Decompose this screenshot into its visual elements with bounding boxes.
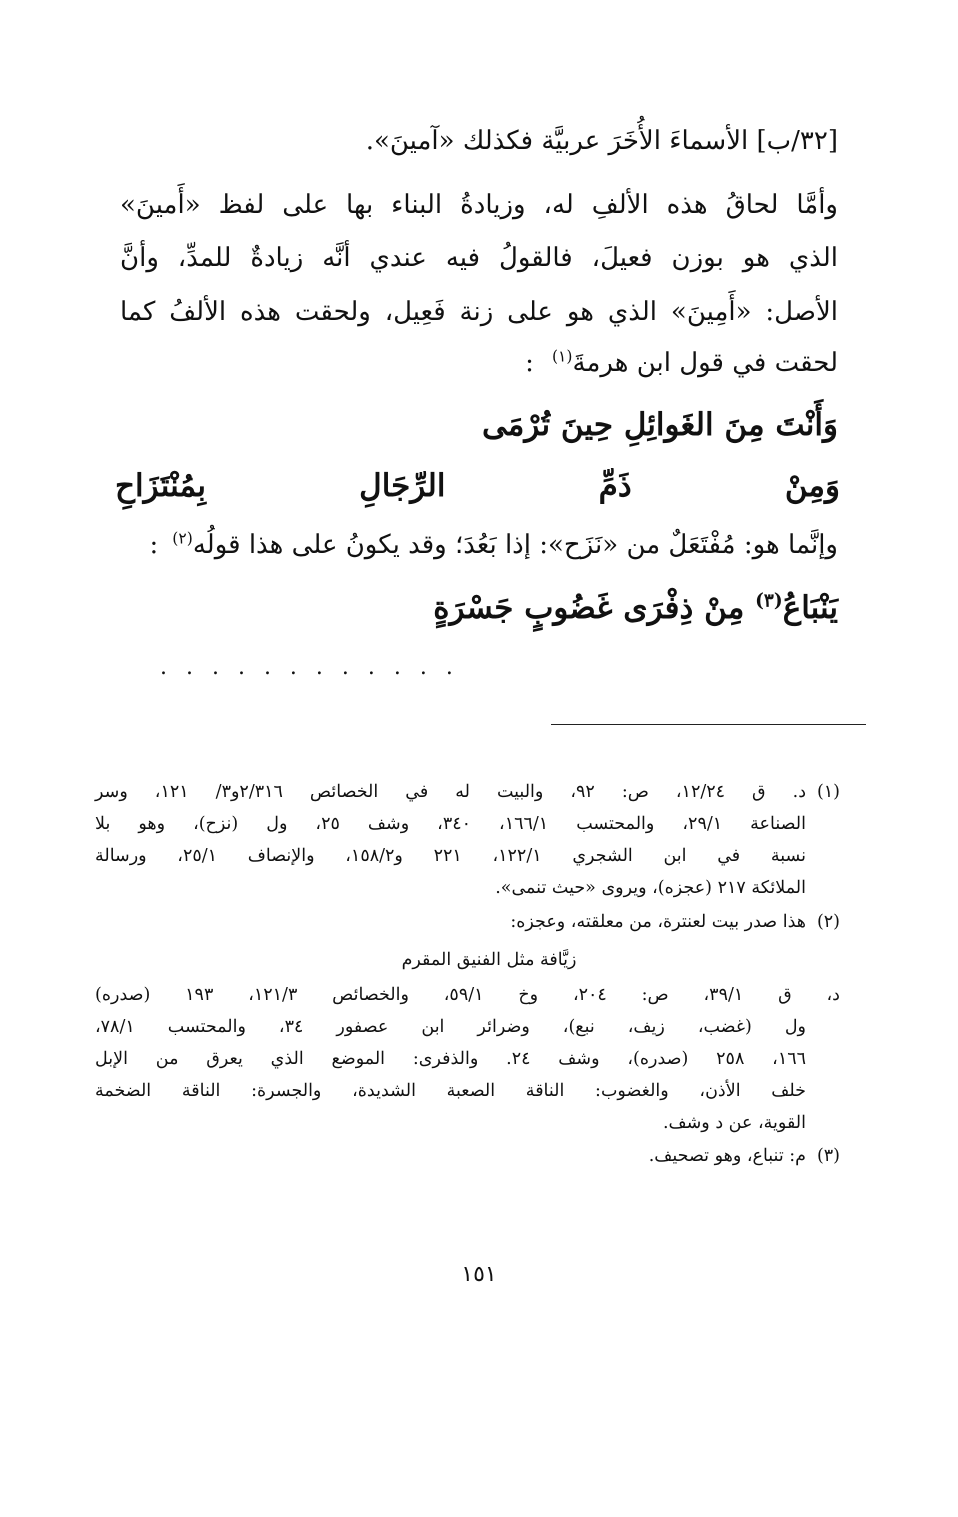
verse-2-part-b: مِنْ ذِفْرَى غَضُوبٍ جَسْرَةٍ	[433, 590, 745, 626]
footnote-1-line-2: الصناعة ٢٩/١، والمحتسب ١٦٦/١، ٣٤٠، وشف ٢٥، ول (نزح)، وهو بلا	[95, 814, 806, 834]
body-line-after-text: وإنَّما هو: مُفْتَعَلٌ من «نَزَح»: إذا بَعُدَ؛ وقد يكونُ على هذا قولُه	[192, 530, 838, 560]
body-line-5-colon: :	[525, 348, 534, 378]
body-line-4: الأصل: «أَمِينَ» الذي هو على زنة فَعِيل، ولحقت هذه الألفُ كما	[120, 297, 838, 327]
body-line-after-colon: :	[149, 530, 159, 560]
footnote-ref-2: (٢)	[172, 529, 193, 548]
footnote-number-3: (٣)	[816, 1146, 840, 1166]
body-line-5	[120, 348, 838, 378]
body-line-1: [٣٢/ب] الأسماءَ الأُخَرَ عربيَّة فكذلك «آمينَ».	[365, 126, 838, 156]
footnote-1-line-1: د. ق ١٢/٢٤، ص: ٩٢، والبيت له في الخصائص ٢/٣١٦و٣/ ١٢١، وسر	[95, 782, 807, 802]
footnote-2-line-4: ١٦٦، ٢٥٨ (صدره)، وشف ٢٤. والذفرى: الموضع الذي يعرق من الإبل	[95, 1049, 807, 1069]
ellipsis-line: . . . . . . . . . . . .	[160, 655, 459, 680]
page-number: ١٥١	[461, 1262, 497, 1287]
footnote-ref-1: (١)	[551, 347, 573, 366]
body-line-5-text: لحقت في قول ابن هرمةَ	[572, 348, 838, 378]
footnote-ref-3: (٣)	[755, 590, 783, 612]
body-line-3: الذي هو بوزن فعيلَ، فالقولُ فيه عندي أنَّه زيادةٌ للمدِّ، وأنَّ	[120, 243, 838, 273]
verse-1-hemistich-b: وَمِنْ ذَمِّ الرِّجَالِ بِمُنْتَزَاحِ	[115, 468, 840, 504]
verse-1-hemistich-a: وَأَنْتَ مِنَ الغَوائِلِ حِينَ تُرْمَى	[481, 407, 838, 443]
verse-2	[120, 590, 838, 626]
footnote-number-1: (١)	[816, 782, 840, 802]
footnote-2-verse: زيَّافة مثل الفنيق المقرم	[401, 950, 577, 970]
footnote-number-2: (٢)	[816, 912, 840, 932]
body-line-after-verse	[120, 530, 838, 560]
footnote-2-line-6: القوية، عن د وشف.	[662, 1113, 806, 1133]
footnote-separator	[551, 724, 866, 725]
footnote-1-line-4: الملائكة ٢١٧ (عجزه)، ويروى «حيث تنمى».	[495, 878, 806, 898]
footnote-1-line-3: نسبة في ابن الشجري ١٢٢/١، ٢٢١ و١٥٨/٢، والإنصاف ٢٥/١، ورسالة	[95, 846, 807, 866]
footnote-3-line-1: م: تنباع، وهو تصحيف.	[648, 1146, 806, 1166]
verse-2-part-a: يَنْبَاعُ	[782, 590, 838, 626]
body-line-2: وأمَّا لحاقُ هذه الألفِ له، وزيادةُ البناء بها على لفظ «أَمينَ»	[120, 190, 838, 220]
footnote-2-line-1: هذا صدر بيت لعنترة، من معلقته، وعجزه:	[510, 912, 806, 932]
footnote-2-line-3: ول (غضب، زيف، نبع)، وضرائر ابن عصفور ٣٤، والمحتسب ٧٨/١،	[95, 1017, 806, 1037]
footnote-2-line-5: خلف الأذن، والغضوب: الناقة الصعبة الشديدة، والجسرة: الناقة الضخمة	[95, 1081, 806, 1101]
footnote-2-line-2: د، ق ٣٩/١، ص: ٢٠٤، وخ ٥٩/١، والخصائص ١٢١/٣، ١٩٣ (صدره)	[95, 985, 840, 1005]
